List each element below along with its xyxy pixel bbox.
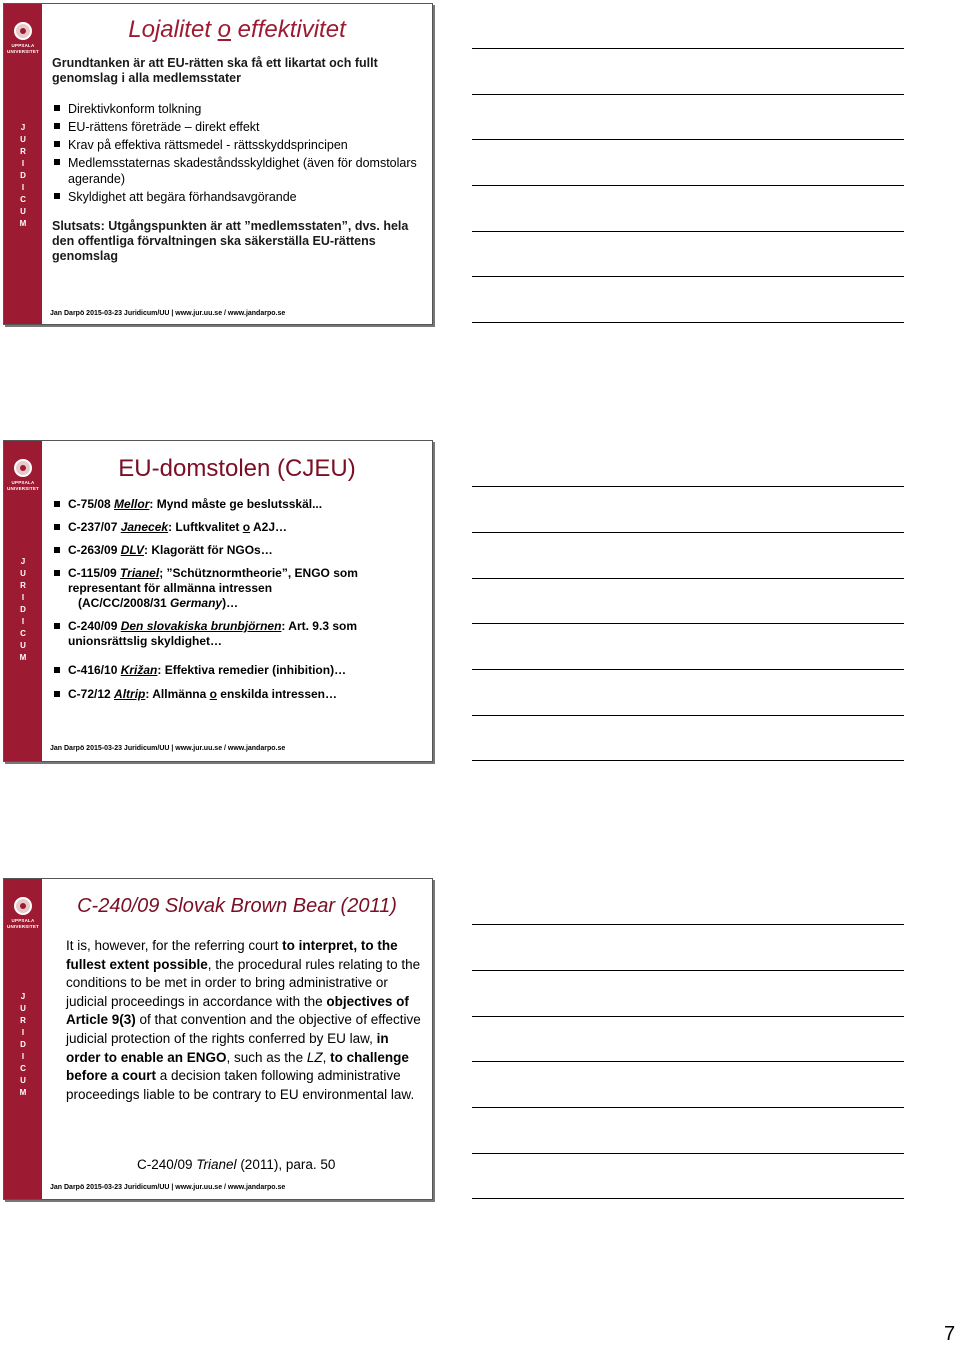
list-item: C-263/09 DLV: Klagorätt för NGOs…: [52, 543, 420, 558]
list-item: Skyldighet att begära förhandsavgörande: [52, 189, 420, 205]
quote-text: It is, however, for the referring court to interpret, to the fullest extent possible, the procedural rules relating to the conditions to be met in order to bring administrative or judicial proceedings in accordance with the objectives of Article 9(3) of that convention and the objective of effective judicial protection of the rights conferred by EU law, in order to enable an ENGO, such as the LZ, to challenge before a court a decision taken following administrative proceedings liable to be contrary to EU environmental law.: [66, 938, 421, 1102]
note-line: [472, 231, 904, 232]
note-line: [472, 1016, 904, 1017]
list-item: C-75/08 Mellor: Mynd måste ge beslutsskäl...: [52, 497, 420, 512]
note-line: [472, 139, 904, 140]
list-item: Krav på effektiva rättsmedel - rättsskyddsprincipen: [52, 137, 420, 153]
slide-footer: Jan Darpö 2015-03-23 Juridicum/UU | www.jur.uu.se / www.jandarpo.se: [50, 745, 286, 752]
case-list: [52, 497, 420, 702]
note-line: [472, 760, 904, 761]
university-name: UPPSALA UNIVERSITET: [7, 480, 39, 491]
page-number: 7: [944, 1323, 956, 1345]
university-name: UPPSALA UNIVERSITET: [7, 43, 39, 54]
list-item: Direktivkonform tolkning: [52, 101, 420, 117]
university-seal-icon: [14, 459, 32, 477]
note-line: [472, 623, 904, 624]
note-line: [472, 1061, 904, 1062]
slide-title: EU-domstolen (CJEU): [118, 455, 356, 482]
slide-title: Lojalitet o effektivitet: [128, 16, 346, 43]
note-line: [472, 532, 904, 533]
slide-eu-court: [3, 440, 433, 762]
note-line: [472, 715, 904, 716]
slide-footer: Jan Darpö 2015-03-23 Juridicum/UU | www.jur.uu.se / www.jandarpo.se: [50, 1184, 286, 1191]
juridicum-letters: J U R I D I C U M: [19, 557, 27, 662]
note-line: [472, 486, 904, 487]
uppsala-logo: [4, 4, 42, 64]
university-seal-icon: [14, 897, 32, 915]
slide-title: C-240/09 Slovak Brown Bear (2011): [77, 895, 397, 917]
slide-loyalty-effectiveness: [3, 3, 433, 325]
list-item: C-72/12 Altrip: Allmänna o enskilda intressen…: [52, 687, 420, 702]
juridicum-letters: J U R I D I C U M: [19, 992, 27, 1097]
conclusion-text: Slutsats: Utgångspunkten är att ”medlemsstaten”, dvs. hela den offentliga förvaltningen ska säkerställa EU-rättens genomslag: [52, 219, 409, 263]
slide-sidebar: [4, 879, 42, 1199]
note-line: [472, 669, 904, 670]
list-item: C-237/07 Janecek: Luftkvalitet o A2J…: [52, 520, 420, 535]
list-item: EU-rättens företräde – direkt effekt: [52, 119, 420, 135]
uppsala-logo: [4, 441, 42, 501]
note-line: [472, 970, 904, 971]
slide-content: [52, 56, 420, 264]
list-item: C-240/09 Den slovakiska brunbjörnen: Art. 9.3 som unionsrättslig skyldighet…: [52, 619, 420, 649]
note-line: [472, 94, 904, 95]
slide-content: [52, 497, 420, 702]
note-line: [472, 1107, 904, 1108]
slide-slovak-brown-bear: [3, 878, 433, 1200]
note-line: [472, 1198, 904, 1199]
note-line: [472, 276, 904, 277]
citation: C-240/09 Trianel (2011), para. 50: [137, 1157, 336, 1172]
note-line: [472, 185, 904, 186]
slide-footer: Jan Darpö 2015-03-23 Juridicum/UU | www.jur.uu.se / www.jandarpo.se: [50, 310, 286, 317]
list-item: Medlemsstaternas skadeståndsskyldighet (även för domstolars agerande): [52, 155, 420, 187]
list-item: C-115/09 Trianel; ”Schütznormtheorie”, ENGO som representant för allmänna intressen (AC/CC/2008/31 Germany)…: [52, 566, 420, 611]
principle-list: [52, 101, 420, 205]
university-seal-icon: [14, 22, 32, 40]
slide-sidebar: [4, 441, 42, 761]
note-line: [472, 322, 904, 323]
uppsala-logo: [4, 879, 42, 939]
note-line: [472, 578, 904, 579]
case-reference: (AC/CC/2008/31 Germany)…: [78, 596, 239, 610]
juridicum-letters: J U R I D I C U M: [19, 123, 27, 228]
list-item: C-416/10 Križan: Effektiva remedier (inhibition)…: [52, 663, 420, 678]
slide-sidebar: [4, 4, 42, 324]
intro-text: Grundtanken är att EU-rätten ska få ett likartat och fullt genomslag i alla medlemsstater: [52, 56, 378, 85]
note-line: [472, 1153, 904, 1154]
note-line: [472, 924, 904, 925]
university-name: UPPSALA UNIVERSITET: [7, 918, 39, 929]
note-line: [472, 48, 904, 49]
